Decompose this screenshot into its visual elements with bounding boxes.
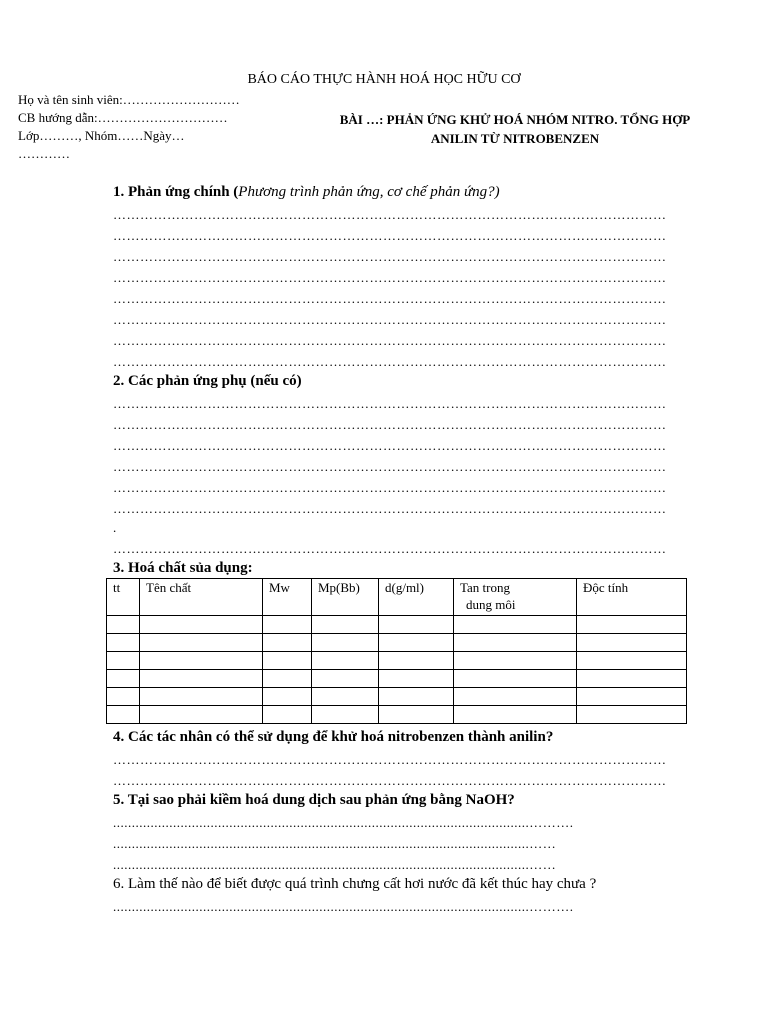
- col-solubility: [454, 579, 577, 616]
- table-row: [107, 652, 687, 670]
- lesson-title-line1: BÀI …: PHẢN ỨNG KHỬ HOÁ NHÓM NITRO. TỔNG HỢP: [339, 112, 691, 127]
- answer-line: ……………………………………………………………………………………………………………: [113, 333, 667, 348]
- answer-line: ...............................................................................................................……….: [113, 899, 574, 914]
- single-dot: .: [113, 520, 117, 535]
- table-cell[interactable]: [454, 652, 577, 670]
- answer-line: ……………………………………………………………………………………………………………: [113, 354, 667, 369]
- section-1-hint: Phương trình phản ứng, cơ chế phản ứng?): [238, 184, 500, 200]
- answer-line: ……………………………………………………………………………………………………………: [113, 270, 667, 285]
- table-cell[interactable]: [312, 706, 379, 724]
- answer-line: ……………………………………………………………………………………………………………: [113, 417, 667, 432]
- section-5-title: 5. Tại sao phải kiềm hoá dung dịch sau phản ứng bằng NaOH?: [113, 792, 515, 808]
- table-cell[interactable]: [379, 706, 454, 724]
- col-toxicity: Độc tính: [577, 579, 687, 616]
- student-name-field: Họ và tên sinh viên:………………………: [18, 92, 240, 107]
- table-cell[interactable]: [107, 670, 140, 688]
- table-cell[interactable]: [379, 634, 454, 652]
- table-cell[interactable]: [140, 706, 263, 724]
- table-cell[interactable]: [263, 688, 312, 706]
- table-cell[interactable]: [140, 652, 263, 670]
- table-cell[interactable]: [140, 616, 263, 634]
- table-cell[interactable]: [312, 616, 379, 634]
- section-6-heading: 6. Làm thế nào để biết được quá trình chưng cất hơi nước đã kết thúc hay chưa ?: [113, 876, 597, 892]
- col-density: d(g/ml): [379, 579, 454, 616]
- table-cell[interactable]: [454, 688, 577, 706]
- date-continuation: …………: [18, 146, 70, 161]
- table-cell[interactable]: [263, 706, 312, 724]
- answer-line: ……………………………………………………………………………………………………………: [113, 541, 667, 556]
- table-cell[interactable]: [577, 670, 687, 688]
- answer-line: ...............................................................................................................……….: [113, 815, 574, 830]
- table-cell[interactable]: [312, 688, 379, 706]
- table-cell[interactable]: [379, 670, 454, 688]
- answer-line: ……………………………………………………………………………………………………………: [113, 501, 667, 516]
- section-4-heading: 4. Các tác nhân có thể sử dụng để khử hoá nitrobenzen thành anilin?: [113, 729, 554, 745]
- table-cell[interactable]: [577, 652, 687, 670]
- table-cell[interactable]: [577, 706, 687, 724]
- table-row: [107, 634, 687, 652]
- table-cell[interactable]: [107, 634, 140, 652]
- answer-line: ……………………………………………………………………………………………………………: [113, 396, 667, 411]
- table-cell[interactable]: [312, 652, 379, 670]
- table-cell[interactable]: [454, 616, 577, 634]
- table-cell[interactable]: [379, 616, 454, 634]
- lesson-title: [300, 110, 730, 148]
- instructor-field: CB hướng dẫn:…………………………: [18, 110, 228, 125]
- table-row: [107, 616, 687, 634]
- answer-line: ……………………………………………………………………………………………………………: [113, 480, 667, 495]
- table-cell[interactable]: [140, 634, 263, 652]
- table-cell[interactable]: [312, 670, 379, 688]
- section-2-title: 2. Các phản ứng phụ: [113, 373, 247, 389]
- table-cell[interactable]: [454, 670, 577, 688]
- col-solubility-line2: dung môi: [466, 597, 516, 612]
- col-mw: Mw: [263, 579, 312, 616]
- section-2-note: (nếu có): [246, 373, 302, 389]
- answer-line: ……………………………………………………………………………………………………………: [113, 438, 667, 453]
- section-1-title: 1. Phản ứng chính (: [113, 184, 239, 200]
- table-header-row: [107, 579, 687, 616]
- col-name: Tên chất: [140, 579, 263, 616]
- table-cell[interactable]: [454, 706, 577, 724]
- answer-line: ……………………………………………………………………………………………………………: [113, 207, 667, 222]
- answer-line: ...............................................................................................................……: [113, 857, 557, 872]
- class-group-date-field: Lớp………, Nhóm……Ngày…: [18, 128, 185, 143]
- table-cell[interactable]: [263, 652, 312, 670]
- chemicals-table: [106, 578, 687, 724]
- table-cell[interactable]: [577, 688, 687, 706]
- table-cell[interactable]: [263, 670, 312, 688]
- section-1-heading: [113, 184, 500, 201]
- table-cell[interactable]: [312, 634, 379, 652]
- table-cell[interactable]: [140, 670, 263, 688]
- answer-line: ...............................................................................................................……: [113, 836, 557, 851]
- col-tt: tt: [107, 579, 140, 616]
- table-row: [107, 688, 687, 706]
- section-2-heading: [113, 373, 302, 390]
- col-mp: Mp(Bb): [312, 579, 379, 616]
- section-5-heading: [113, 792, 515, 809]
- answer-line: ……………………………………………………………………………………………………………: [113, 249, 667, 264]
- table-cell[interactable]: [140, 688, 263, 706]
- answer-line: ……………………………………………………………………………………………………………: [113, 459, 667, 474]
- col-solubility-line1: Tan trong: [460, 580, 510, 595]
- table-cell[interactable]: [379, 652, 454, 670]
- table-cell[interactable]: [107, 688, 140, 706]
- answer-line: ……………………………………………………………………………………………………………: [113, 312, 667, 327]
- answer-line: ……………………………………………………………………………………………………………: [113, 773, 667, 788]
- lesson-title-line2: ANILIN TỪ NITROBENZEN: [430, 131, 600, 146]
- answer-line: ……………………………………………………………………………………………………………: [113, 228, 667, 243]
- table-row: [107, 670, 687, 688]
- table-cell[interactable]: [379, 688, 454, 706]
- table-cell[interactable]: [577, 616, 687, 634]
- table-cell[interactable]: [107, 652, 140, 670]
- answer-line: ……………………………………………………………………………………………………………: [113, 752, 667, 767]
- table-cell[interactable]: [263, 616, 312, 634]
- section-3-heading: 3. Hoá chất sủa dụng:: [113, 560, 253, 576]
- table-cell[interactable]: [107, 616, 140, 634]
- answer-line: ……………………………………………………………………………………………………………: [113, 291, 667, 306]
- table-row: [107, 706, 687, 724]
- table-cell[interactable]: [263, 634, 312, 652]
- report-title: BÁO CÁO THỰC HÀNH HOÁ HỌC HỮU CƠ: [247, 72, 521, 87]
- table-cell[interactable]: [107, 706, 140, 724]
- table-cell[interactable]: [577, 634, 687, 652]
- table-cell[interactable]: [454, 634, 577, 652]
